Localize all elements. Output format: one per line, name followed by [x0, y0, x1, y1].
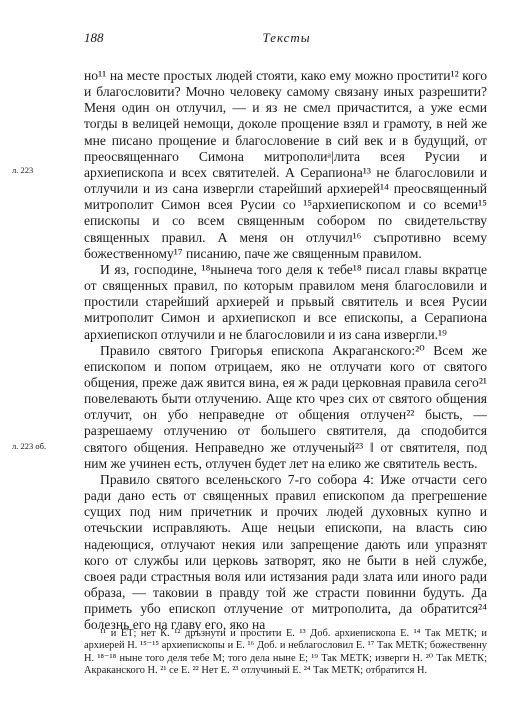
page-number: 188 [84, 30, 104, 45]
paragraph: Правило святого вселеньского 7-го собора 4: Иже отчасти сего ради дано есть от священных правил епископом да прегрешение сущих под ним причетник и прочих людей духовных купно и отечьскии исправляють. Аще нецыи епископи, на власть сию надеющися, отлучают некия или запрещение дають или упразнят кого от службы или церковь затворят, яко не быти в ней службе, своея ради страстныя воля или истязания ради злата или иного ради образа, — таковии в правду той же страсти повинни будуть. Да приметь убо епископ отлучение от митрополита, да обратится²⁴ болезнь его на главу его, яко на [84, 471, 487, 633]
main-text [84, 68, 487, 633]
paragraph: И яз, господине, ¹⁸нынеча того деля к тебе¹⁸ писал главы вкратце от священных правил, по которым правилом меня благословили и простили старейший архиерей и прьвый святитель и всея Русии митрополит Симон и архиепископ и все епископы, а Серапиона архиепископ отлучили и не благословили и из сана извергли.¹⁹ [84, 261, 487, 342]
footnote-text: ¹¹ и ЕТ; нет К. ¹² дръзнути и простити Е. ¹³ Доб. архиепископа Е. ¹⁴ Так МЕТК; и архиерей Н. ¹⁵⁻¹⁵ архиепископы и Е. ¹⁶ Доб. и неблагословил Е. ¹⁷ Так МЕТК; божественну Н. ¹⁸⁻¹⁸ ныне того деля тебе М; того дела ныне Е; ¹⁹ Так МЕТК; изверги Н. ²⁰ Так МЕТК; Акраканского Н. ²¹ се Е. ²² Нет Е. ²³ отлучиный Е. ²⁴ Так МЕТК; отбратится Н. [84, 628, 487, 676]
page-header [84, 30, 489, 48]
margin-folio-note: л. 223 [12, 165, 34, 175]
paragraph: но¹¹ на месте простых людей стояти, како ему можно простити¹² кого и благословити? Мочно человеку самому связану иных разрешити? Меня один он отлучил, — и яз не смел причастится, а уже есми тогды в велицей немощи, доколе прощение взял и грамоту, в ней же мне писано прощение и благословение в сий век и в будущий, от преосвященнаго Симона митрополиᵃ|лита всея Русии и архиепископа и всех святителей. А Серапиона¹³ не благословили и отлучили и из сана извергли старейший архиерей¹⁴ преосвященный митрополит Симон всея Русии со ¹⁵архиепископом и со всеми¹⁵ епископы и со всем священным собором по свидетельству священных правил. А меня он отлучил¹⁶ съпротивно всему божественному¹⁷ писанию, паче же священным правилом. [84, 68, 487, 261]
running-title: Тексты [262, 30, 311, 45]
paragraph: Правило святого Григорья епископа Акраганского:²⁰ Всем же епископом и попом отрицаем, яко не отлучати кого от святого общения, преже даж явится вина, ея ж ради церковная правила сего²¹ повелевають быти отлучению. Аще кто чрез сих от святого общения отлучит, он убо неправедне от общения отлучен²² бысть, — разрешаему отлучению от большего святителя, да сподобится святого общения. Неправедно же отлученый²³ ‖ от святителя, под ним же учинен есть, отлучен будет лет на елико же святитель весть. [84, 342, 487, 471]
footnotes [84, 628, 487, 677]
margin-folio-note: л. 223 об. [12, 441, 47, 451]
